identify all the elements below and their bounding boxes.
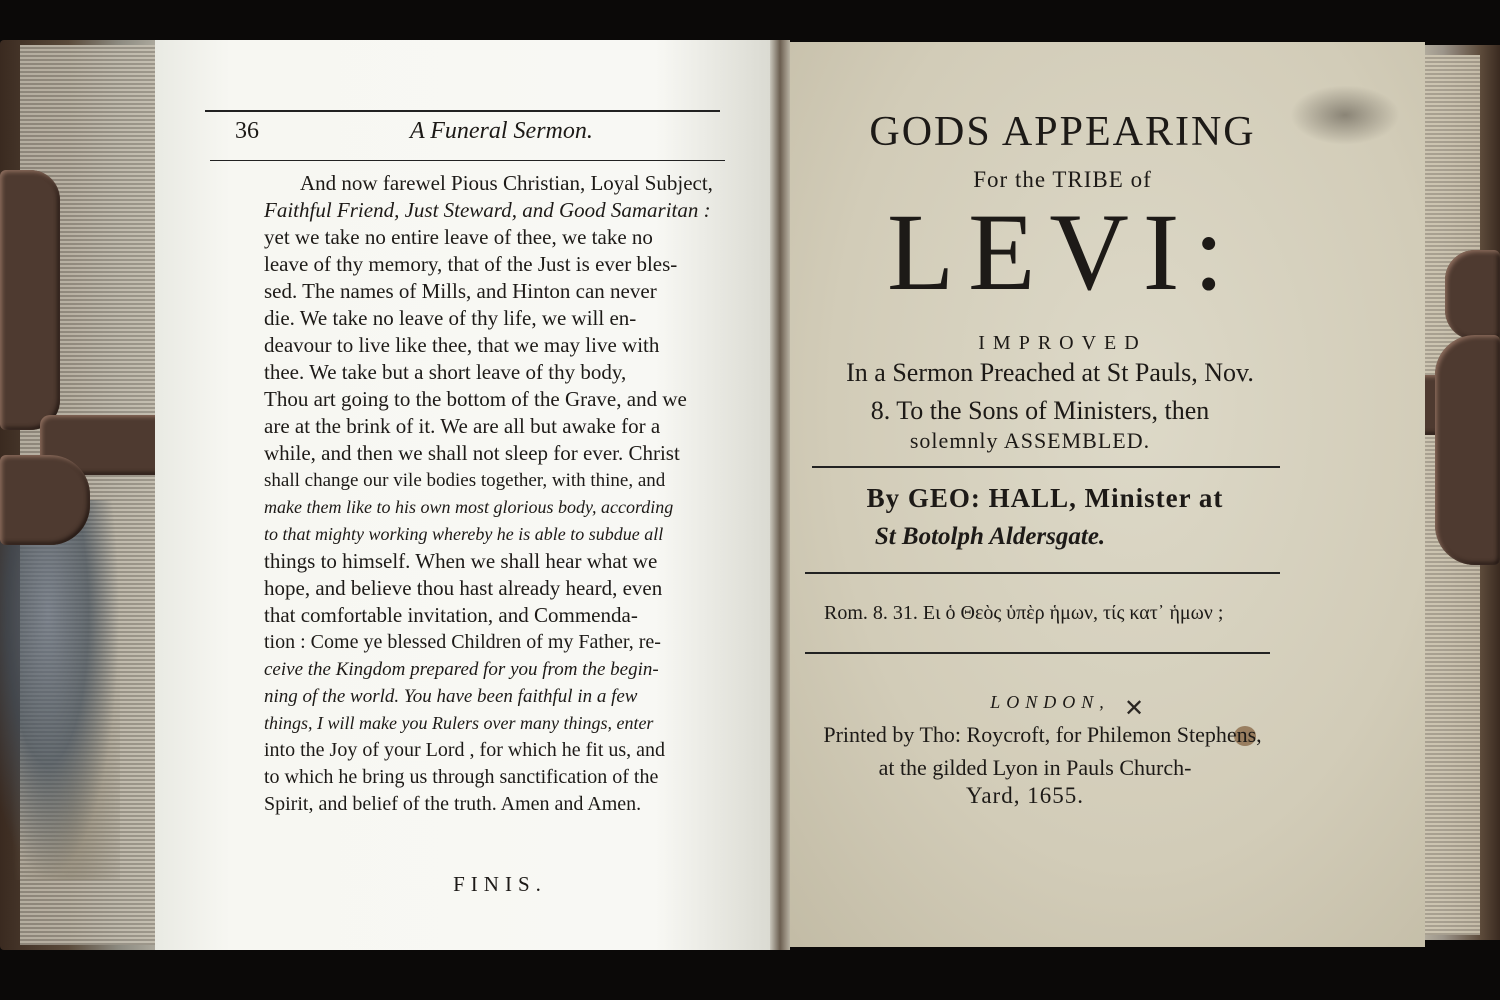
- right-clasp-tail: [1435, 335, 1500, 565]
- left-clasp-tail: [0, 455, 90, 545]
- text-line: tion : Come ye blessed Children of my Father, re-: [264, 631, 661, 653]
- title-rule-3: [805, 652, 1270, 654]
- text-line: while, and then we shall not sleep for ever. Christ: [264, 441, 680, 465]
- text-line: ning of the world. You have been faithful in a few: [264, 686, 638, 707]
- imprint-line-2: at the gilded Lyon in Pauls Church-: [878, 755, 1192, 780]
- imprint-city: LONDON,: [990, 692, 1110, 712]
- sermon-line-1: In a Sermon Preached at St Pauls, Nov.: [846, 358, 1254, 387]
- text-line: Thou art going to the bottom of the Grave, and we: [264, 387, 687, 411]
- right-clasp-icon: [1445, 250, 1500, 340]
- page-number: 36: [235, 118, 259, 144]
- title-rule-1: [812, 466, 1280, 468]
- text-line: ceive the Kingdom prepared for you from the begin-: [264, 659, 659, 680]
- text-line: things, I will make you Rulers over many things, enter: [264, 713, 654, 733]
- text-line: hope, and believe thou hast already heard, even: [264, 576, 663, 600]
- text-line: thee. We take but a short leave of thy body,: [264, 360, 627, 384]
- title-rule-2: [805, 572, 1280, 574]
- text-line: yet we take no entire leave of thee, we take no: [264, 225, 653, 249]
- header-rule-top: [205, 110, 720, 112]
- improved-label: IMPROVED: [978, 332, 1147, 354]
- marbled-edge: [0, 500, 120, 880]
- epigraph: Rom. 8. 31. Ει ὁ Θεὸς ὑπὲρ ἡμων, τίς κατ᾽ ἡμων ;: [824, 602, 1224, 624]
- left-clasp-icon: [0, 170, 60, 430]
- finis: FINIS.: [453, 872, 547, 896]
- header-rule-bottom: [210, 160, 725, 161]
- author-line-2: St Botolph Aldersgate.: [874, 523, 1106, 550]
- sermon-text: [264, 170, 734, 818]
- imprint-line-1: Printed by Tho: Roycroft, for Philemon Stephens,: [823, 722, 1262, 747]
- sermon-line-3: solemnly ASSEMBLED.: [909, 428, 1151, 453]
- book-gutter: [770, 40, 790, 950]
- text-line: Spirit, and belief of the truth. Amen and Amen.: [264, 793, 642, 815]
- running-head: A Funeral Sermon.: [410, 118, 593, 144]
- text-line: are at the brink of it. We are all but awake for a: [264, 414, 661, 438]
- text-line: into the Joy of your Lord , for which he fit us, and: [264, 739, 666, 761]
- text-line: that comfortable invitation, and Commenda-: [264, 603, 638, 627]
- text-line: make them like to his own most glorious body, according: [264, 497, 674, 517]
- text-line: to that mighty working whereby he is able to subdue all: [264, 524, 664, 544]
- title-line-1: GODS APPEARING: [869, 109, 1256, 155]
- text-line: shall change our vile bodies together, with thine, and: [264, 470, 666, 491]
- text-line: And now farewel Pious Christian, Loyal Subject,: [300, 171, 713, 195]
- title-line-2: For the TRIBE of: [973, 167, 1152, 192]
- text-line: things to himself. When we shall hear what we: [264, 549, 658, 573]
- text-line: sed. The names of Mills, and Hinton can never: [264, 279, 657, 303]
- text-line: Faithful Friend, Just Steward, and Good Samaritan :: [264, 198, 711, 222]
- sermon-line-2: 8. To the Sons of Ministers, then: [870, 396, 1210, 425]
- text-line: leave of thy memory, that of the Just is ever bles-: [264, 252, 678, 276]
- title-main: LEVI:: [886, 191, 1238, 313]
- text-line: die. We take no leave of thy life, we will en-: [264, 306, 637, 330]
- author-line-1: By GEO: HALL, Minister at: [866, 483, 1224, 513]
- imprint-line-3: Yard, 1655.: [966, 783, 1084, 808]
- text-line: deavour to live like thee, that we may live with: [264, 333, 660, 357]
- ink-mark-icon: ✕: [1124, 694, 1145, 722]
- text-line: to which he bring us through sanctification of the: [264, 766, 659, 788]
